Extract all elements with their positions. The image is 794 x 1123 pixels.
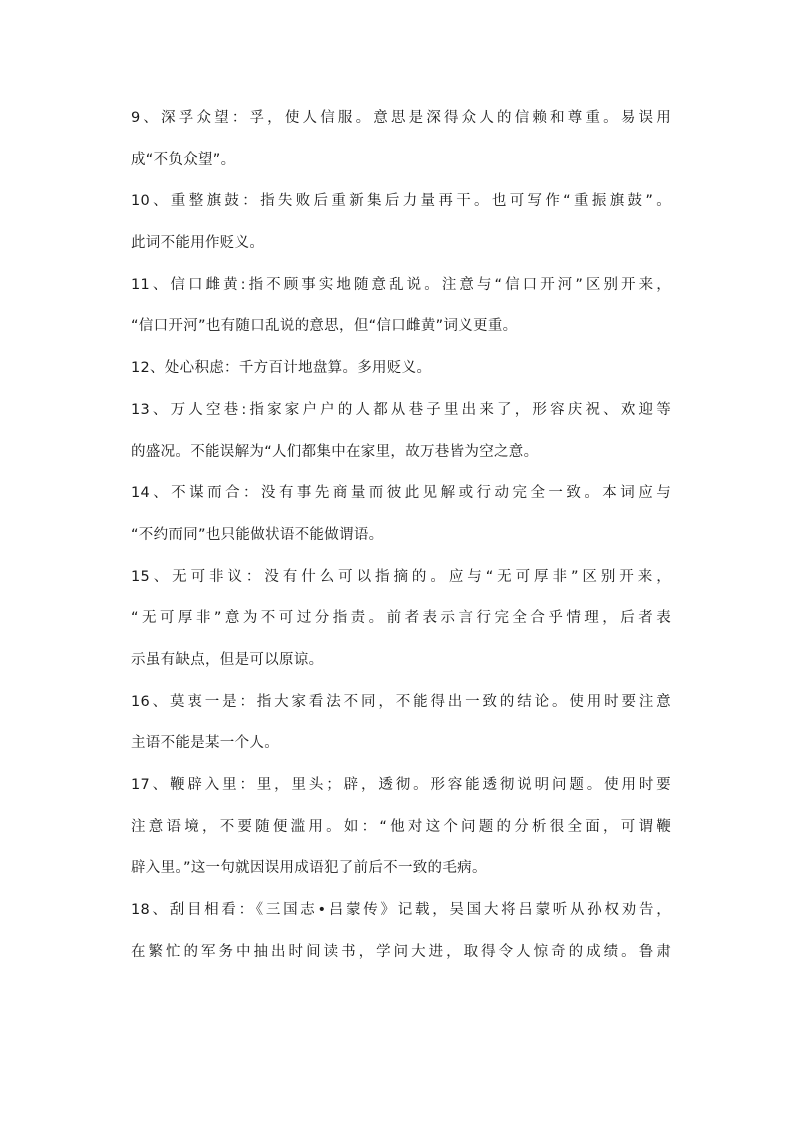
idiom-entry <box>131 563 671 688</box>
text-line: “不约而同”也只能做状语不能做谓语。 <box>131 526 384 543</box>
text-line: 11、信口雌黄:指不顾事实地随意乱说。注意与“信口开河”区别开来， <box>131 276 671 293</box>
text-line: 注意语境，不要随便滥用。如：“他对这个问题的分析很全面，可谓鞭 <box>131 818 671 835</box>
text-line: 12、处心积虑：千方百计地盘算。多用贬义。 <box>131 360 432 377</box>
text-line: 主语不能是某一个人。 <box>131 735 279 752</box>
text-line: 17、鞭辟入里：里，里头；辟，透彻。形容能透彻说明问题。使用时要 <box>131 777 671 793</box>
text-line: 成“不负众望”。 <box>131 151 236 168</box>
idiom-entry <box>131 396 671 479</box>
text-line: 辟入里。”这一句就因误用成语犯了前后不一致的毛病。 <box>131 860 487 877</box>
text-line: 此词不能用作贬义。 <box>131 235 265 252</box>
idiom-entry <box>131 479 671 562</box>
idiom-entry <box>131 354 671 396</box>
text-line: 10、重整旗鼓：指失败后重新集后力量再干。也可写作“重振旗鼓”。 <box>131 193 671 210</box>
idiom-entry <box>131 688 671 771</box>
idiom-list <box>131 104 671 979</box>
idiom-entry <box>131 771 671 896</box>
text-line: 的盛况。不能误解为“人们都集中在家里，故万巷皆为空之意。 <box>131 443 539 460</box>
idiom-entry <box>131 104 671 187</box>
idiom-entry <box>131 896 671 979</box>
text-line: 15、无可非议：没有什么可以指摘的。应与“无可厚非”区别开来， <box>131 568 671 585</box>
text-line: 在繁忙的军务中抽出时间读书，学问大进，取得令人惊奇的成绩。鲁肃 <box>131 943 671 960</box>
text-line: “信口开河”也有随口乱说的意思，但“信口雌黄”词义更重。 <box>131 318 518 335</box>
text-line: 13、万人空巷:指家家户户的人都从巷子里出来了，形容庆祝、欢迎等 <box>131 401 671 418</box>
text-line: 16、莫衷一是：指大家看法不同，不能得出一致的结论。使用时要注意 <box>131 693 671 710</box>
text-line: “无可厚非”意为不可过分指责。前者表示言行完全合乎情理，后者表 <box>131 610 671 627</box>
text-line: 9、深孚众望：孚，使人信服。意思是深得众人的信赖和尊重。易误用 <box>131 110 671 126</box>
text-line: 14、不谋而合：没有事先商量而彼此见解或行动完全一致。本词应与 <box>131 485 671 502</box>
idiom-entry <box>131 271 671 354</box>
idiom-entry <box>131 187 671 270</box>
text-line: 18、刮目相看：《三国志•吕蒙传》记载，吴国大将吕蒙听从孙权劝告， <box>131 902 671 919</box>
text-line: 示虽有缺点，但是可以原谅。 <box>131 651 324 668</box>
